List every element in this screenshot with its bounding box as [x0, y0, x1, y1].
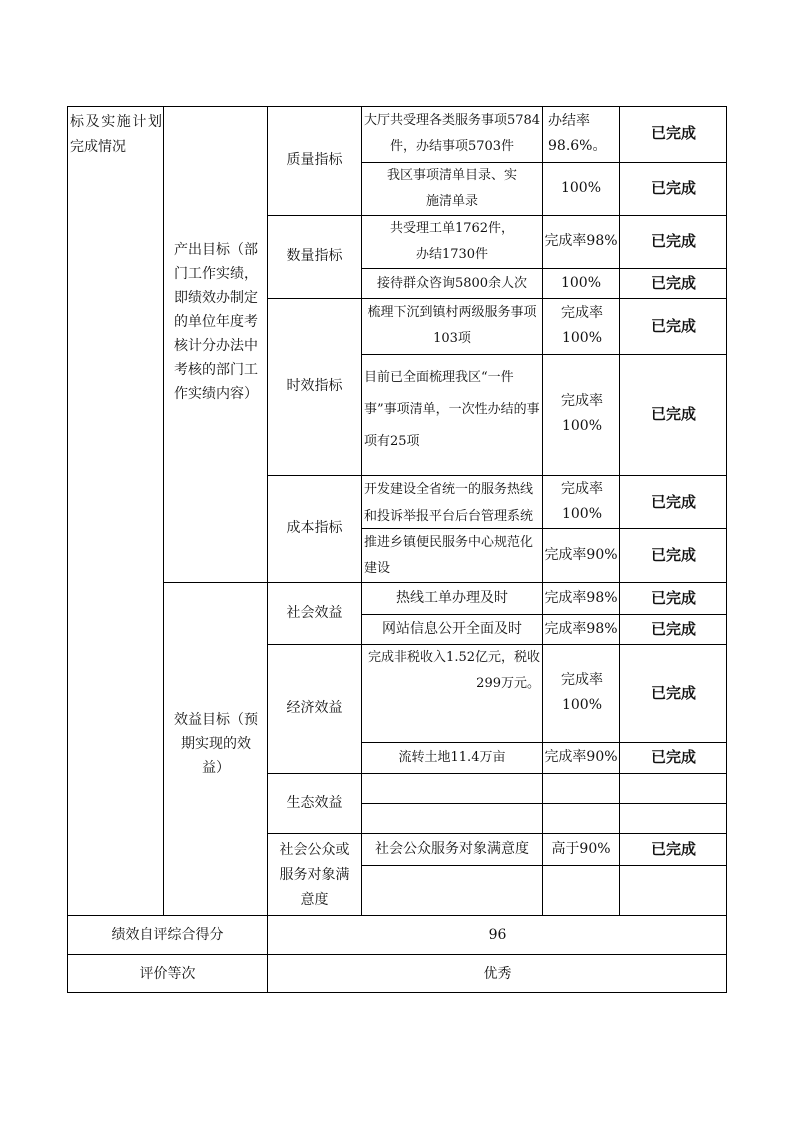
row-content: 网站信息公开全面及时	[382, 621, 522, 637]
category-timeliness: 时效指标	[286, 378, 343, 394]
row-status: 已完成	[650, 493, 696, 511]
row-rate: 完成率100%	[561, 481, 603, 522]
row-content: 推进乡镇便民服务中心规范化建设	[364, 535, 534, 576]
row-status: 已完成	[650, 317, 696, 335]
row-rate: 办结率98.6%。	[548, 113, 607, 154]
row-content: 共受理工单1762件，办结1730件	[389, 221, 515, 262]
row-rate: 完成率90%	[544, 547, 618, 563]
row-content: 流转土地11.4万亩	[398, 750, 506, 765]
row-status: 已完成	[650, 620, 696, 638]
row-status: 已完成	[650, 405, 696, 423]
row-content: 接待群众咨询5800余人次	[376, 276, 528, 291]
row-content: 梳理下沉到镇村两级服务事项103项	[367, 305, 537, 346]
row-rate: 高于90%	[551, 841, 611, 857]
row-rate: 完成率100%	[561, 305, 603, 346]
category-ecological: 生态效益	[286, 795, 343, 811]
category-satisfaction: 社会公众或服务对象满意度	[279, 842, 350, 908]
section-label: 标及实施计划完成情况	[70, 114, 162, 155]
category-cost: 成本指标	[286, 520, 343, 536]
row-content: 大厅共受理各类服务事项5784件，办结事项5703件	[363, 113, 541, 154]
row-status: 已完成	[650, 840, 696, 858]
row-rate: 完成率98%	[544, 590, 618, 606]
row-content: 开发建设全省统一的服务热线和投诉举报平台后台管理系统	[364, 482, 534, 524]
row-rate: 100%	[560, 180, 602, 196]
row-status: 已完成	[650, 179, 696, 197]
row-content: 完成非税收入1.52亿元，税收299万元。	[368, 650, 540, 691]
row-status: 已完成	[650, 124, 696, 142]
row-rate: 完成率100%	[561, 393, 603, 434]
row-status: 已完成	[650, 546, 696, 564]
row-status: 已完成	[650, 684, 696, 702]
row-content: 我区事项清单目录、实施清单录	[387, 168, 518, 209]
row-status: 已完成	[650, 232, 696, 250]
row-status: 已完成	[650, 274, 696, 292]
category-quantity: 数量指标	[286, 248, 343, 264]
category-quality: 质量指标	[286, 152, 343, 168]
score-value: 96	[488, 927, 507, 943]
row-content: 热线工单办理及时	[396, 590, 508, 606]
row-status: 已完成	[650, 748, 696, 766]
row-rate: 完成率90%	[544, 749, 618, 765]
category-economic: 经济效益	[286, 700, 343, 716]
row-status: 已完成	[650, 589, 696, 607]
row-rate: 完成率100%	[561, 672, 603, 713]
score-label: 绩效自评综合得分	[111, 927, 224, 943]
row-rate: 100%	[560, 275, 602, 291]
category-social: 社会效益	[286, 605, 343, 621]
grade-value: 优秀	[483, 966, 512, 982]
grade-label: 评价等次	[139, 966, 196, 982]
row-rate: 完成率98%	[544, 621, 618, 637]
row-rate: 完成率98%	[544, 233, 618, 249]
row-content: 目前已全面梳理我区“一件事”事项清单，一次性办结的事项有25项	[364, 370, 540, 449]
row-content: 社会公众服务对象满意度	[375, 841, 529, 857]
benefit-goal-label: 效益目标（预期实现的效益）	[174, 712, 258, 776]
output-goal-label: 产出目标（部门工作实绩，即绩效办制定的单位年度考核计分办法中考核的部门工作实绩内容）	[174, 242, 258, 402]
